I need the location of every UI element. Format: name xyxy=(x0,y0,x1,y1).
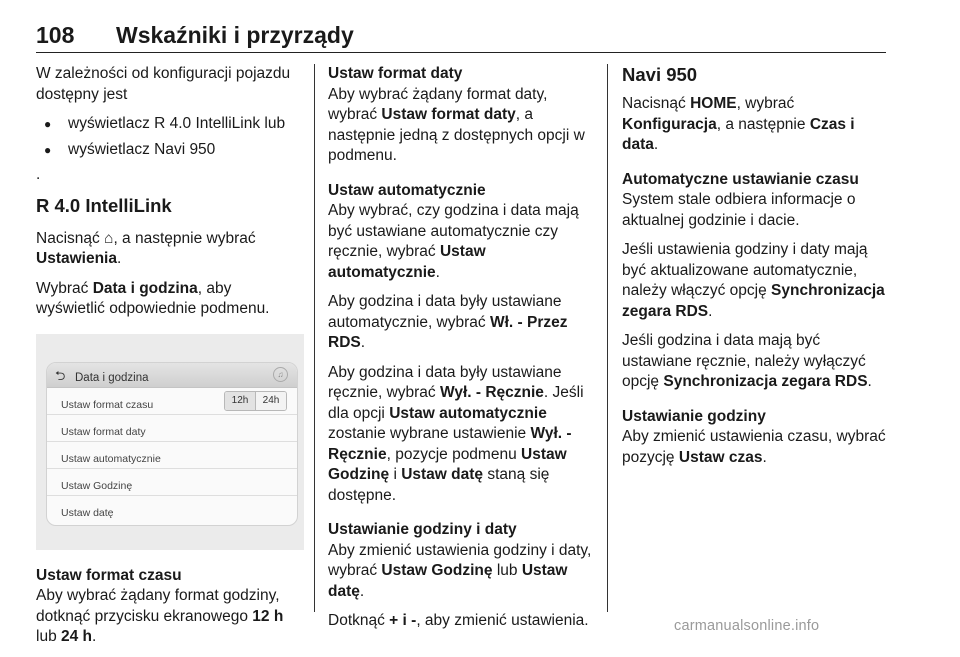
menu-term: + i - xyxy=(389,612,417,629)
menu-term: 12 h xyxy=(252,607,284,625)
text: lub xyxy=(36,628,61,645)
menu-term: Ustaw czas xyxy=(678,448,763,466)
menu-row-label: Ustaw automatycznie xyxy=(61,452,161,465)
menu-row xyxy=(47,415,297,442)
menu-term: Ustaw automatycznie xyxy=(389,404,547,422)
column-divider xyxy=(314,64,315,612)
music-note-icon: ♫ xyxy=(273,367,288,382)
screen-title: Data i godzina xyxy=(75,371,149,384)
paragraph xyxy=(328,85,596,167)
section-heading-r40: R 4.0 IntelliLink xyxy=(36,194,172,216)
paragraph xyxy=(36,586,304,648)
paragraph xyxy=(622,427,890,468)
text: . xyxy=(359,582,365,600)
menu-term: Ustaw datę xyxy=(401,466,484,483)
text: . xyxy=(435,263,440,281)
paragraph xyxy=(328,201,596,283)
text: Aby godzina i data były ustawiane automatycznie, wybrać xyxy=(328,293,562,331)
text: , a następnie jedną z dostępnych opcji w podmenu. xyxy=(328,106,585,164)
text: Wybrać xyxy=(36,279,93,297)
menu-term: Wł. - Przez RDS xyxy=(328,313,568,351)
page-title: Wskaźniki i przyrządy xyxy=(116,22,354,48)
text: . xyxy=(653,136,659,153)
text: . xyxy=(92,628,97,645)
column-divider xyxy=(607,64,608,612)
page-header xyxy=(36,22,886,53)
text: , a następnie wybrać xyxy=(113,229,256,247)
text: Jeśli ustawienia godziny i daty mają być aktualizowane automatycznie, należy włączyć opcję xyxy=(622,241,868,299)
page-number: 108 xyxy=(36,22,75,48)
text: . xyxy=(762,448,767,466)
text: Nacisnąć xyxy=(622,95,691,112)
subheading: Ustawianie godziny xyxy=(622,407,766,425)
text: , pozycje podmenu xyxy=(386,445,522,463)
subheading: Ustaw automatycznie xyxy=(328,181,486,199)
menu-row-label: Ustaw datę xyxy=(61,506,114,519)
intro-paragraph: W zależności od konfiguracji pojazdu dostępny jest xyxy=(36,65,291,103)
column-3 xyxy=(622,64,890,477)
menu-term: Data i godzina xyxy=(92,279,198,297)
back-arrow-icon: ⮌ xyxy=(55,367,66,383)
menu-term: Ustaw datę xyxy=(328,562,568,600)
text: lub xyxy=(492,562,522,579)
subheading: Ustaw format czasu xyxy=(36,566,182,584)
paragraph xyxy=(622,331,890,393)
toggle-24h: 24h xyxy=(255,392,286,410)
menu-term: Ustawienia xyxy=(36,250,117,267)
menu-term: Wył. - Ręcznie xyxy=(439,384,544,401)
text: Aby zmienić ustawienia czasu, wybrać pozycję xyxy=(622,428,886,466)
separator-dot: . xyxy=(36,166,41,183)
text: . xyxy=(708,302,713,320)
menu-term: Czas i data xyxy=(622,115,855,153)
column-1 xyxy=(36,64,304,657)
list-item: ● wyświetlacz R 4.0 IntelliLink lub xyxy=(36,114,304,135)
subheading: Ustawianie godziny i daty xyxy=(328,521,517,538)
text: i xyxy=(389,466,402,483)
text: Aby wybrać, czy godzina i data mają być ustawiane automatycznie czy ręcznie, wybrać xyxy=(328,202,579,260)
text: , aby wyświetlić odpowiednie podmenu. xyxy=(36,279,270,317)
text: . xyxy=(360,334,366,351)
paragraph xyxy=(36,279,304,320)
subheading: Ustaw format daty xyxy=(328,65,463,82)
column-2 xyxy=(328,64,596,641)
paragraph xyxy=(36,229,304,270)
section-heading-navi950: Navi 950 xyxy=(622,64,698,85)
menu-term: Ustaw Godzinę xyxy=(328,445,567,483)
paragraph xyxy=(328,363,596,507)
text: Jeśli godzina i data mają być ustawiane ręcznie, należy wyłączyć opcję xyxy=(622,332,866,390)
menu-row xyxy=(47,442,297,469)
menu-row-label: Ustaw format daty xyxy=(61,425,146,438)
paragraph xyxy=(328,611,596,632)
text: Aby godzina i data były ustawiane ręcznie, wybrać xyxy=(328,363,562,401)
text: Aby zmienić ustawienia godziny i daty, wybrać xyxy=(328,541,592,579)
display-list xyxy=(36,114,304,160)
screenshot-illustration xyxy=(36,334,304,550)
menu-row xyxy=(47,496,297,522)
menu-row xyxy=(47,469,297,496)
text: staną się dostępne. xyxy=(328,466,550,504)
subheading: Automatyczne ustawianie czasu xyxy=(622,170,859,188)
text: Nacisnąć xyxy=(36,229,105,247)
display-screen xyxy=(46,362,298,526)
text: , a następnie xyxy=(716,115,810,133)
paragraph xyxy=(328,292,596,354)
menu-term: Ustaw format daty xyxy=(381,106,516,123)
screen-title-bar xyxy=(47,363,297,388)
text: Aby wybrać żądany format daty, wybrać xyxy=(328,85,548,123)
text: zostanie wybrane ustawienie xyxy=(328,425,531,442)
menu-row-label: Ustaw Godzinę xyxy=(61,479,133,492)
text: . xyxy=(116,250,122,267)
list-item: ● wyświetlacz Navi 950 xyxy=(36,140,304,161)
text: Aby wybrać żądany format godziny, dotknąć przycisku ekranowego xyxy=(36,587,280,625)
menu-row xyxy=(47,388,297,415)
menu-term: Wył. - Ręcznie xyxy=(328,425,572,463)
text: . xyxy=(867,373,872,390)
menu-term: Ustaw Godzinę xyxy=(381,562,493,579)
menu-term: Synchronizacja zegara RDS xyxy=(622,282,885,320)
menu-row-label: Ustaw format czasu xyxy=(61,398,154,411)
home-icon: ⌂ xyxy=(104,229,114,247)
text: Dotknąć xyxy=(328,612,390,629)
menu-term: Ustaw automatycznie xyxy=(328,243,486,281)
menu-term: Konfiguracja xyxy=(622,115,717,133)
paragraph: System stale odbiera informacje o aktualnej godzinie i dacie. xyxy=(622,191,856,229)
menu-term: HOME xyxy=(690,95,737,112)
text: . Jeśli dla opcji xyxy=(328,384,584,422)
paragraph xyxy=(328,541,596,603)
toggle-12h: 12h xyxy=(225,392,255,410)
paragraph xyxy=(622,94,890,156)
menu-term: 24 h xyxy=(61,628,93,645)
time-format-toggle xyxy=(224,391,287,411)
text: , wybrać xyxy=(736,95,795,112)
watermark: carmanualsonline.info xyxy=(674,618,820,634)
menu-term: Synchronizacja zegara RDS xyxy=(663,373,868,390)
text: , aby zmienić ustawienia. xyxy=(416,612,589,629)
paragraph xyxy=(622,240,890,322)
